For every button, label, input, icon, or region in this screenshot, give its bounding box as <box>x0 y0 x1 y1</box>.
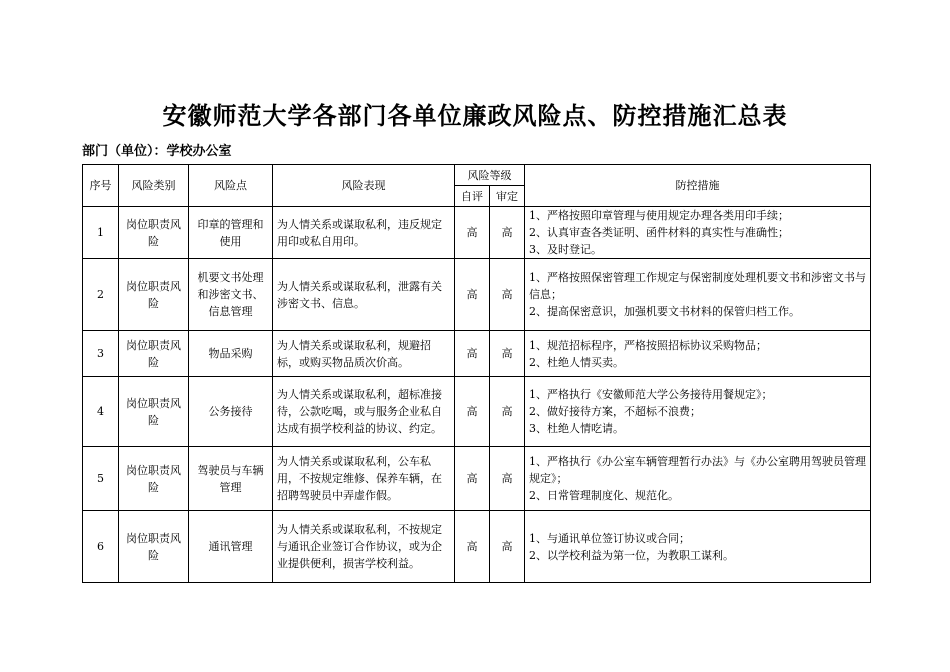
row-point: 机要文书处理和涉密文书、信息管理 <box>189 259 273 331</box>
table-row <box>83 331 871 377</box>
row-approved: 高 <box>490 447 525 511</box>
row-self-eval: 高 <box>455 447 490 511</box>
header-row-1 <box>83 165 871 186</box>
row-self-eval: 高 <box>455 377 490 447</box>
measure-item: 2、以学校利益为第一位，为教职工谋利。 <box>529 548 734 562</box>
row-category: 岗位职责风险 <box>119 259 189 331</box>
row-seq: 2 <box>83 259 119 331</box>
row-manifestation: 为人情关系或谋取私利，公车私用，不按规定维修、保养车辆，在招聘驾驶员中弄虚作假。 <box>273 447 455 511</box>
measure-item: 2、做好接待方案，不超标不浪费； <box>529 405 701 418</box>
row-measures <box>525 447 871 511</box>
measure-item: 1、与通讯单位签订协议或合同； <box>529 531 690 545</box>
header-level: 风险等级 <box>455 165 525 186</box>
table-row <box>83 377 871 447</box>
measure-item: 2、提高保密意识，加强机要文书材料的保管归档工作。 <box>529 305 800 318</box>
measure-item: 1、严格按照印章管理与使用规定办理各类用印手续； <box>529 209 789 222</box>
row-approved: 高 <box>490 377 525 447</box>
row-seq: 6 <box>83 511 119 583</box>
row-self-eval: 高 <box>455 259 490 331</box>
row-manifestation: 为人情关系或谋取私利，泄露有关涉密文书、信息。 <box>273 259 455 331</box>
row-category: 岗位职责风险 <box>119 377 189 447</box>
header-measures: 防控措施 <box>525 165 871 207</box>
measure-item: 2、日常管理制度化、规范化。 <box>529 489 679 502</box>
row-category: 岗位职责风险 <box>119 331 189 377</box>
row-measures <box>525 331 871 377</box>
row-seq: 3 <box>83 331 119 377</box>
measure-item: 1、严格执行《办公室车辆管理暂行办法》与《办公室聘用驾驶员管理规定》； <box>529 455 866 485</box>
row-approved: 高 <box>490 511 525 583</box>
measure-item: 2、认真审查各类证明、函件材料的真实性与准确性； <box>529 226 789 239</box>
row-approved: 高 <box>490 331 525 377</box>
row-manifestation: 为人情关系或谋取私利，规避招标，或购买物品质次价高。 <box>273 331 455 377</box>
row-self-eval: 高 <box>455 207 490 259</box>
row-measures <box>525 259 871 331</box>
row-seq: 1 <box>83 207 119 259</box>
measure-item: 1、严格按照保密管理工作规定与保密制度处理机要文书和涉密文书与信息； <box>529 271 866 301</box>
row-approved: 高 <box>490 259 525 331</box>
header-manifestation: 风险表现 <box>273 165 455 207</box>
row-point: 物品采购 <box>189 331 273 377</box>
table-row <box>83 259 871 331</box>
header-approved: 审定 <box>490 186 525 207</box>
table-row <box>83 447 871 511</box>
measure-item: 1、规范招标程序，严格按照招标协议采购物品； <box>529 338 767 352</box>
row-point: 印章的管理和使用 <box>189 207 273 259</box>
measure-item: 3、杜绝人情吃请。 <box>529 422 624 435</box>
table-row <box>83 207 871 259</box>
row-measures <box>525 207 871 259</box>
row-manifestation: 为人情关系或谋取私利，超标准接待，公款吃喝，或与服务企业私自达成有损学校利益的协议、约定。 <box>273 377 455 447</box>
header-category: 风险类别 <box>119 165 189 207</box>
row-point: 公务接待 <box>189 377 273 447</box>
header-seq: 序号 <box>83 165 119 207</box>
row-approved: 高 <box>490 207 525 259</box>
document-title: 安徽师范大学各部门各单位廉政风险点、防控措施汇总表 <box>162 101 788 130</box>
row-measures <box>525 377 871 447</box>
row-self-eval: 高 <box>455 511 490 583</box>
row-measures <box>525 511 871 583</box>
header-point: 风险点 <box>189 165 273 207</box>
row-manifestation: 为人情关系或谋取私利，违反规定用印或私自用印。 <box>273 207 455 259</box>
measure-item: 2、杜绝人情买卖。 <box>529 355 624 369</box>
row-manifestation: 为人情关系或谋取私利，不按规定与通讯企业签订合作协议，或为企业提供便利，损害学校利益。 <box>273 511 455 583</box>
table-row <box>83 511 871 583</box>
header-self-eval: 自评 <box>455 186 490 207</box>
measure-item: 3、及时登记。 <box>529 243 602 256</box>
department-label: 部门（单位）：学校办公室 <box>82 144 232 159</box>
row-point: 驾驶员与车辆管理 <box>189 447 273 511</box>
row-seq: 4 <box>83 377 119 447</box>
row-category: 岗位职责风险 <box>119 207 189 259</box>
row-category: 岗位职责风险 <box>119 447 189 511</box>
row-seq: 5 <box>83 447 119 511</box>
measure-item: 1、严格执行《安徽师范大学公务接待用餐规定》； <box>529 388 773 401</box>
row-category: 岗位职责风险 <box>119 511 189 583</box>
row-self-eval: 高 <box>455 331 490 377</box>
row-point: 通讯管理 <box>189 511 273 583</box>
risk-table <box>82 164 871 583</box>
